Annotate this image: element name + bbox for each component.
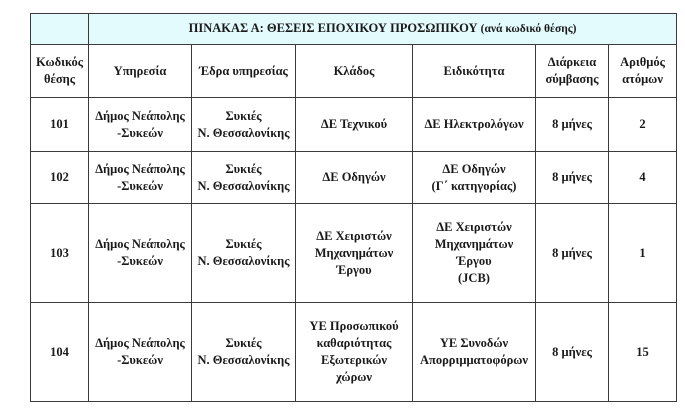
cell-line: (JCB) (458, 271, 490, 285)
column-header-row (31, 45, 677, 98)
table-row (31, 204, 677, 303)
cell-line: Ν. Θεσσαλονίκης (197, 254, 290, 268)
branch-cell (296, 98, 413, 152)
service-cell (89, 303, 192, 402)
cell-line: Έργου (456, 254, 492, 268)
count-cell: 15 (609, 303, 677, 402)
cell-line: Συκιές (225, 237, 262, 251)
cell-line: ΔΕ Χειριστών (316, 228, 392, 243)
cell-line: Ν. Θεσσαλονίκης (197, 353, 290, 367)
header-service-seat (192, 45, 296, 98)
count-cell: 1 (609, 204, 677, 303)
header-line: σύμβασης (545, 72, 599, 86)
header-line: Κωδικός (35, 55, 84, 69)
cell-line: -Συκεών (117, 178, 163, 193)
cell-line: ΔΕ Ηλεκτρολόγων (424, 117, 524, 131)
position-code-cell: 103 (31, 204, 89, 303)
table-title (89, 14, 677, 45)
cell-line: Μηχανημάτων (314, 245, 394, 260)
seat-cell (192, 152, 296, 204)
duration-cell: 8 μήνες (536, 303, 609, 402)
header-line: Έδρα υπηρεσίας (199, 63, 288, 78)
service-cell (89, 98, 192, 152)
duration-cell: 8 μήνες (536, 98, 609, 152)
position-code-cell: 104 (31, 303, 89, 402)
position-code-cell: 102 (31, 152, 89, 204)
cell-line: χώρων (336, 370, 372, 384)
header-line: ατόμων (622, 72, 663, 86)
cell-line: Δήμος Νεάπολης (95, 237, 185, 251)
cell-line: -Συκεών (117, 353, 163, 367)
cell-line: Συκιές (225, 108, 262, 123)
cell-line: -Συκεών (117, 125, 163, 140)
cell-line: ΔΕ Οδηγών (322, 170, 386, 184)
cell-line: (Γ΄ κατηγορίας) (431, 178, 517, 193)
seat-cell (192, 98, 296, 152)
header-line: Κλάδος (333, 63, 375, 78)
count-cell: 2 (609, 98, 677, 152)
cell-line: Δήμος Νεάπολης (95, 108, 185, 123)
branch-cell (296, 152, 413, 204)
cell-line: ΥΕ Συνοδών (439, 336, 509, 350)
specialty-cell (413, 98, 536, 152)
header-number-of-persons (609, 45, 677, 98)
cell-line: Έργου (336, 262, 372, 277)
table-row (31, 98, 677, 152)
cell-line: Δήμος Νεάπολης (95, 336, 185, 350)
table-title-text: ΠΙΝΑΚΑΣ Α: ΘΕΣΕΙΣ ΕΠΟΧΙΚΟΥ ΠΡΟΣΩΠΙΚΟΥ (188, 21, 478, 35)
cell-line: Δήμος Νεάπολης (95, 161, 185, 176)
header-line: θέσης (43, 72, 76, 86)
header-position-code (31, 45, 89, 98)
count-cell: 4 (609, 152, 677, 204)
specialty-cell (413, 303, 536, 402)
seasonal-staff-table (30, 13, 677, 402)
cell-line: Ν. Θεσσαλονίκης (197, 178, 290, 193)
cell-line: ΥΕ Προσωπικού (309, 319, 399, 333)
cell-line: Ν. Θεσσαλονίκης (197, 125, 290, 140)
title-corner-cell (31, 14, 89, 45)
cell-line: Συκιές (225, 161, 262, 176)
header-line: Αριθμός (620, 55, 665, 69)
duration-cell: 8 μήνες (536, 204, 609, 303)
specialty-cell (413, 152, 536, 204)
duration-cell: 8 μήνες (536, 152, 609, 204)
table-row (31, 303, 677, 402)
branch-cell (296, 204, 413, 303)
specialty-cell (413, 204, 536, 303)
header-service (89, 45, 192, 98)
cell-line: καθαριότητας (316, 336, 392, 350)
table-title-note: (ανά κωδικό θέσης) (480, 23, 577, 35)
cell-line: -Συκεών (117, 254, 163, 268)
cell-line: ΔΕ Τεχνικού (320, 117, 388, 131)
seat-cell (192, 303, 296, 402)
position-code-cell: 101 (31, 98, 89, 152)
cell-line: Εξωτερικών (320, 353, 387, 367)
header-specialty (413, 45, 536, 98)
header-line: Υπηρεσία (113, 63, 167, 78)
service-cell (89, 204, 192, 303)
header-branch (296, 45, 413, 98)
header-line: Διάρκεια (547, 55, 597, 69)
table-row (31, 152, 677, 204)
header-contract-duration (536, 45, 609, 98)
service-cell (89, 152, 192, 204)
seat-cell (192, 204, 296, 303)
table-title-row (31, 14, 677, 45)
cell-line: Μηχανημάτων (434, 237, 514, 251)
cell-line: Συκιές (225, 336, 262, 350)
cell-line: Απορριμματοφόρων (419, 353, 528, 367)
branch-cell (296, 303, 413, 402)
cell-line: ΔΕ Οδηγών (442, 161, 506, 176)
header-line: Ειδικότητα (443, 63, 505, 78)
cell-line: ΔΕ Χειριστών (436, 220, 512, 234)
